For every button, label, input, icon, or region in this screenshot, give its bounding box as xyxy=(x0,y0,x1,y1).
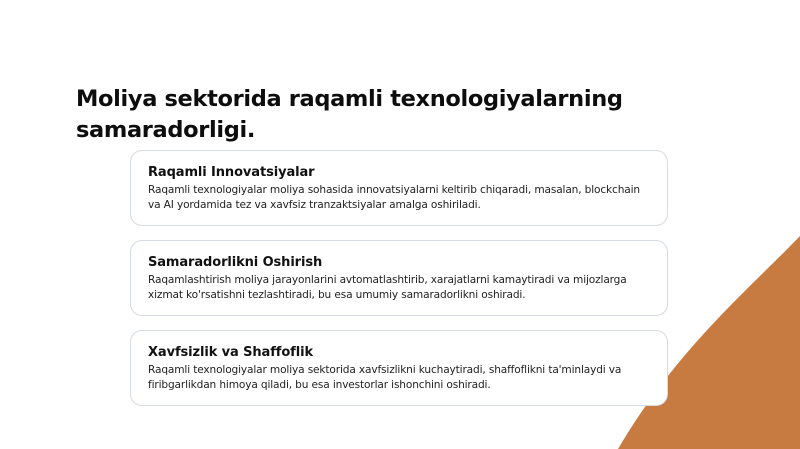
info-card-security-transparency xyxy=(130,330,668,406)
card-heading: Samaradorlikni Oshirish xyxy=(148,255,323,270)
card-description: Raqamlashtirish moliya jarayonlarini avtomatlashtirib, xarajatlarni kamaytiradi va mijozlarga xizmat ko'rsatishni tezlashtiradi, bu esa umumiy samaradorlikni oshiradi. xyxy=(148,274,627,301)
card-description: Raqamli texnologiyalar moliya sektorida xavfsizlikni kuchaytiradi, shaffoflikni ta'minlaydi va firibgarlikdan himoya qiladi, bu esa investorlar ishonchini oshiradi. xyxy=(148,364,622,391)
card-description: Raqamli texnologiyalar moliya sohasida innovatsiyalarni keltirib chiqaradi, masalan, blockchain va AI yordamida tez va xavfsiz tranzaktsiyalar amalga oshiriladi. xyxy=(148,184,640,211)
info-card-digital-innovations xyxy=(130,150,668,226)
slide-title: Moliya sektorida raqamli texnologiyalarning samaradorligi. xyxy=(76,86,623,143)
card-heading: Xavfsizlik va Shaffoflik xyxy=(148,345,313,360)
card-heading: Raqamli Innovatsiyalar xyxy=(148,165,315,180)
info-card-efficiency xyxy=(130,240,668,316)
